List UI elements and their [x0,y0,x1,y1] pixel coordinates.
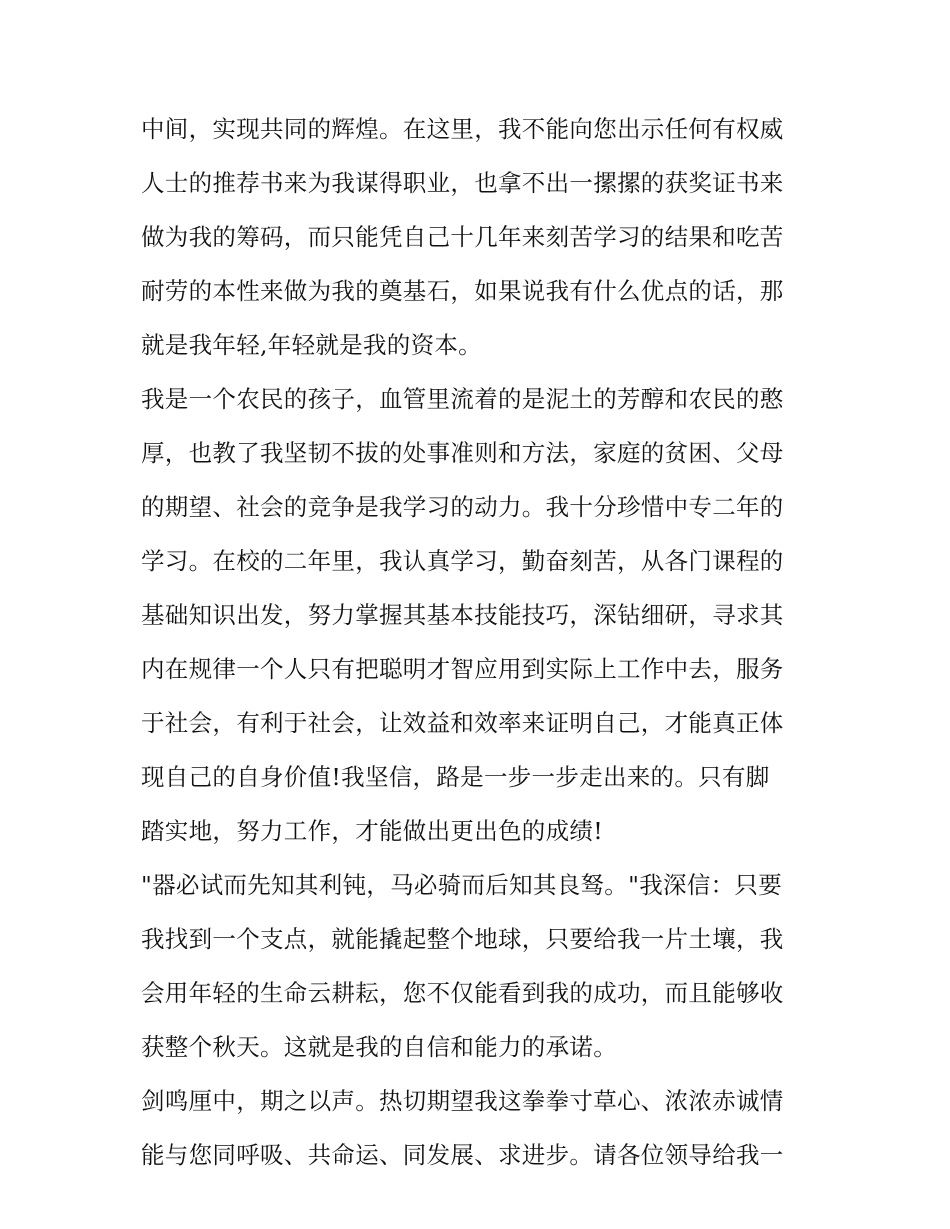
text-line: 内在规律一个人只有把聪明才智应用到实际上工作中去，服务 [141,655,784,683]
text-line: 基础知识出发，努力掌握其基本技能技巧，深钻细研，寻求其 [141,601,784,629]
text-line: 就是我年轻,年轻就是我的资本。 [141,331,482,359]
paragraph-3 [141,858,821,1074]
text-line: 人士的推荐书来为我谋得职业，也拿不出一摞摞的获奖证书来 [141,169,784,197]
paragraph-4 [141,1074,821,1182]
text-line: 于社会，有利于社会，让效益和效率来证明自己，才能真正体 [141,709,784,737]
text-line: 厚，也教了我坚韧不拔的处事准则和方法，家庭的贫困、父母 [141,439,784,467]
paragraph-2 [141,372,821,858]
text-line: 中间，实现共同的辉煌。在这里，我不能向您出示任何有权威 [141,115,784,143]
paragraph-1 [141,102,821,372]
text-line: "器必试而先知其利钝，马必骑而后知其良驽。"我深信：只要 [141,871,783,899]
text-line: 我找到一个支点，就能撬起整个地球，只要给我一片土壤，我 [141,925,784,953]
text-line: 做为我的筹码，而只能凭自己十几年来刻苦学习的结果和吃苦 [141,223,784,251]
text-line: 能与您同呼吸、共命运、同发展、求进步。请各位领导给我一 [141,1141,784,1169]
text-line: 剑鸣厘中，期之以声。热切期望我这拳拳寸草心、浓浓赤诚情 [141,1087,784,1115]
document-body [141,102,821,1182]
text-line: 获整个秋天。这就是我的自信和能力的承诺。 [141,1033,617,1061]
text-line: 耐劳的本性来做为我的奠基石，如果说我有什么优点的话，那 [141,277,784,305]
text-line: 的期望、社会的竞争是我学习的动力。我十分珍惜中专二年的 [141,493,784,521]
text-line: 学习。在校的二年里，我认真学习，勤奋刻苦，从各门课程的 [141,547,784,575]
text-line: 我是一个农民的孩子，血管里流着的是泥土的芳醇和农民的憨 [141,385,784,413]
text-line: 现自己的自身价值!我坚信，路是一步一步走出来的。只有脚 [141,763,770,791]
text-line: 踏实地，努力工作，才能做出更出色的成绩! [141,817,603,845]
text-line: 会用年轻的生命云耕耘，您不仅能看到我的成功，而且能够收 [141,979,784,1007]
